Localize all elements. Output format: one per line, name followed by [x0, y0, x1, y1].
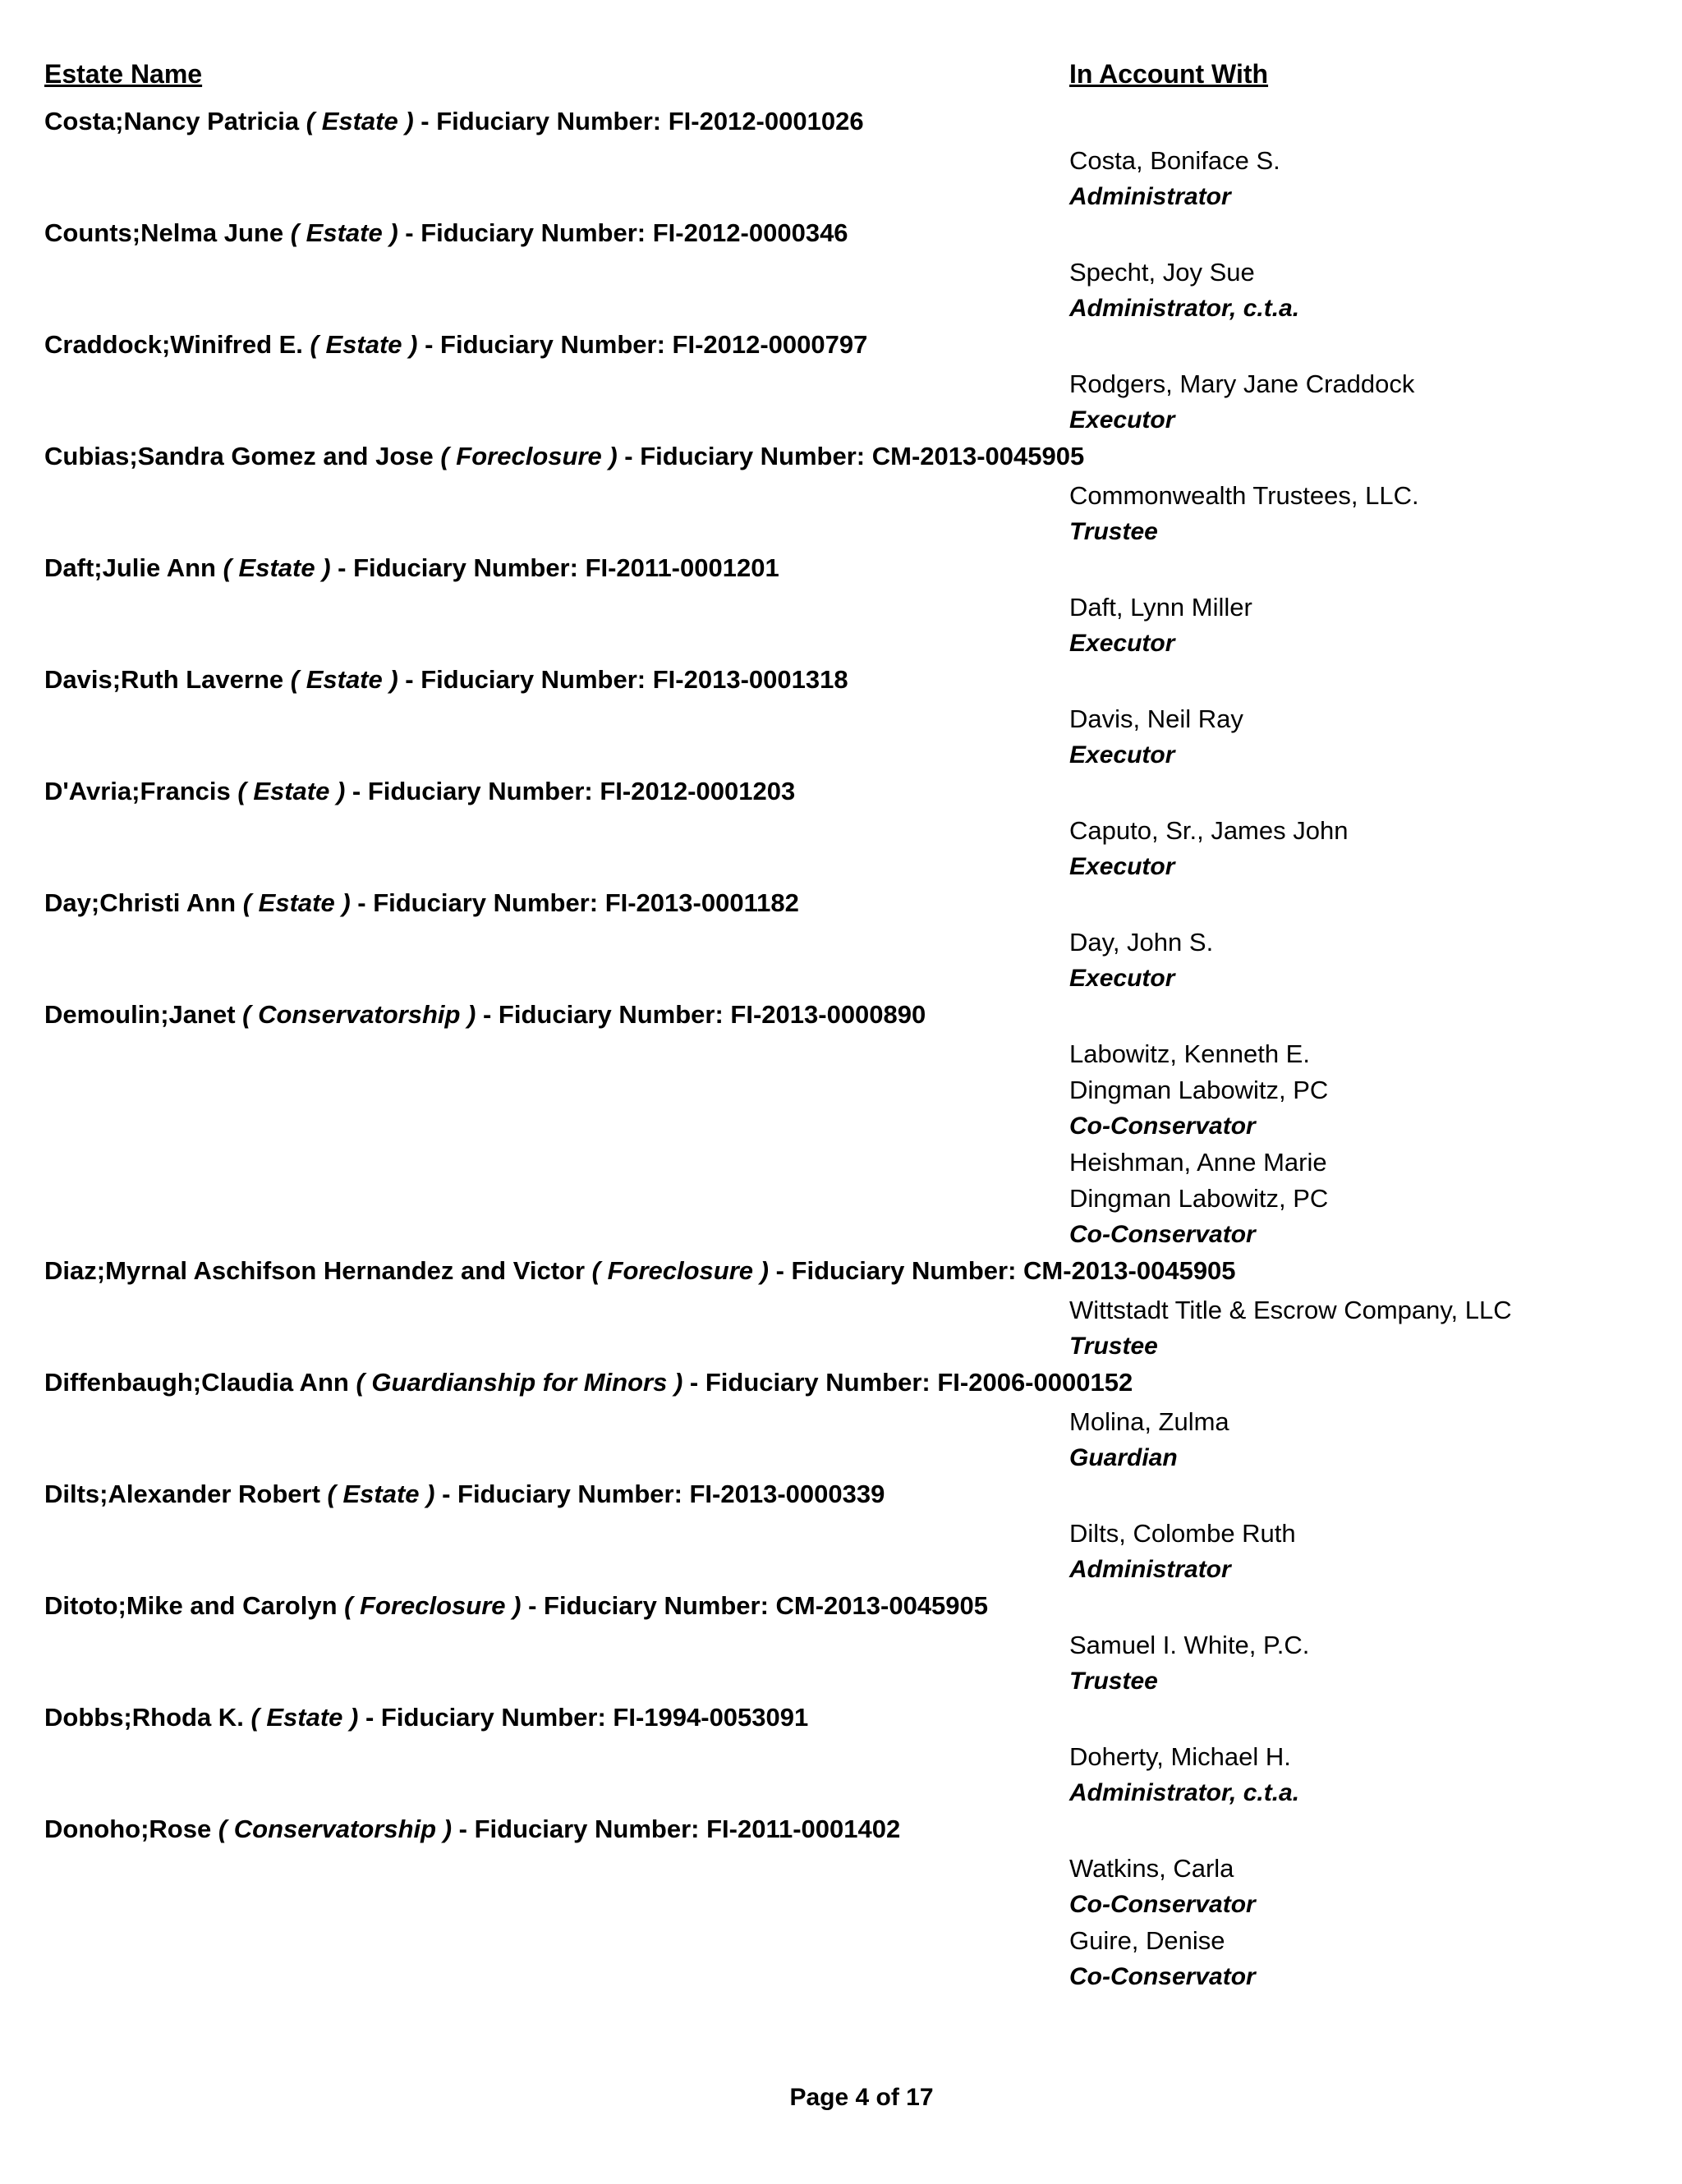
estate-entry [0, 773, 1682, 885]
fiduciary-number: FI-2006-0000152 [937, 1368, 1133, 1397]
estate-entry [0, 1700, 1682, 1811]
estate-type-close-paren: ) [334, 888, 351, 917]
estate-entry [0, 1253, 1682, 1365]
fiduciary-name: Costa, Boniface S. [1069, 146, 1280, 175]
fiduciary-role: Co-Conservator [1069, 1963, 1256, 1990]
fiduciary-list [1069, 251, 1682, 327]
estate-line [44, 1253, 1682, 1289]
estate-type: Estate [306, 218, 383, 247]
fiduciary-name: Dingman Labowitz, PC [1069, 1076, 1329, 1104]
estate-type: Estate [306, 665, 383, 694]
fiduciary-role: Guardian [1069, 1444, 1178, 1471]
estate-entry [0, 997, 1682, 1253]
fiduciary-number: CM-2013-0045905 [871, 442, 1085, 470]
estate-type-close-paren: ) [382, 218, 398, 247]
estate-line [44, 103, 1682, 140]
estate-name: Davis;Ruth Laverne [44, 665, 284, 694]
estate-entry [0, 662, 1682, 773]
fiduciary-name: Labowitz, Kenneth E. [1069, 1039, 1310, 1068]
estate-name: Donoho;Rose [44, 1815, 212, 1843]
estate-line [44, 327, 1682, 363]
fiduciary-role: Executor [1069, 853, 1175, 880]
fiduciary-number: FI-2013-0001318 [652, 665, 848, 694]
fiduciary-list [1069, 1624, 1682, 1700]
estate-name: Day;Christi Ann [44, 888, 237, 917]
estate-type-open-paren: ( [242, 1000, 259, 1029]
estate-type: Estate [253, 777, 330, 805]
fiduciary-number: FI-2013-0000339 [689, 1480, 885, 1508]
fiduciary-number-label: - Fiduciary Number: [398, 665, 653, 694]
estate-name: Craddock;Winifred E. [44, 330, 303, 359]
fiduciary-number-label: - Fiduciary Number: [476, 1000, 731, 1029]
estate-type: Estate [238, 553, 315, 582]
estate-type-close-paren: ) [667, 1368, 683, 1397]
estate-line [44, 885, 1682, 921]
fiduciary-name: Wittstadt Title & Escrow Company, LLC [1069, 1296, 1512, 1324]
fiduciary-number: FI-2013-0001182 [604, 888, 799, 917]
estate-type-open-paren: ( [250, 1703, 267, 1732]
fiduciary-number-label: - Fiduciary Number: [417, 330, 673, 359]
estate-name: Counts;Nelma June [44, 218, 284, 247]
fiduciary-number-label: - Fiduciary Number: [358, 1703, 614, 1732]
estate-name: Cubias;Sandra Gomez and Jose [44, 442, 434, 470]
page-number: Page 4 of 17 [789, 2084, 934, 2111]
estate-type-close-paren: ) [753, 1256, 769, 1285]
fiduciary-name: Rodgers, Mary Jane Craddock [1069, 369, 1415, 398]
fiduciary-list [1069, 475, 1682, 550]
estate-line [44, 438, 1682, 475]
estate-entry [0, 103, 1682, 215]
fiduciary-name: Davis, Neil Ray [1069, 704, 1243, 733]
estate-type-close-paren: ) [315, 553, 331, 582]
fiduciary-number: CM-2013-0045905 [1023, 1256, 1236, 1285]
fiduciary-number-label: - Fiduciary Number: [398, 218, 653, 247]
estate-type-open-paren: ( [591, 1256, 608, 1285]
fiduciary-role: Executor [1069, 741, 1175, 769]
estate-type: Foreclosure [607, 1256, 754, 1285]
fiduciary-number: FI-2013-0000890 [730, 1000, 926, 1029]
fiduciary-role: Executor [1069, 630, 1175, 657]
fiduciary-name: Samuel I. White, P.C. [1069, 1631, 1310, 1659]
fiduciary-role: Administrator [1069, 183, 1231, 210]
fiduciary-role: Trustee [1069, 1668, 1158, 1695]
fiduciary-role: Trustee [1069, 1333, 1158, 1360]
estate-type-close-paren: ) [329, 777, 346, 805]
estate-line [44, 1811, 1682, 1847]
estate-line [44, 662, 1682, 698]
estate-type-close-paren: ) [342, 1703, 359, 1732]
estate-type: Estate [321, 107, 398, 135]
estate-type-open-paren: ( [290, 218, 306, 247]
estate-entry [0, 1365, 1682, 1476]
estate-line [44, 1365, 1682, 1401]
estate-line [44, 997, 1682, 1033]
fiduciary-number-label: - Fiduciary Number: [452, 1815, 707, 1843]
fiduciary-role: Executor [1069, 406, 1175, 434]
fiduciary-name: Doherty, Michael H. [1069, 1742, 1291, 1771]
estate-entry [0, 885, 1682, 997]
estate-name: Dilts;Alexander Robert [44, 1480, 320, 1508]
estate-type: Foreclosure [456, 442, 602, 470]
fiduciary-number: FI-2011-0001201 [585, 553, 779, 582]
fiduciary-role: Administrator, c.t.a. [1069, 1779, 1300, 1806]
estate-list [0, 103, 1682, 1995]
estate-type-close-paren: ) [601, 442, 618, 470]
estate-entry [0, 1811, 1682, 1995]
fiduciary-name: Day, John S. [1069, 928, 1214, 957]
fiduciary-list [1069, 1847, 1682, 1995]
estate-name: Ditoto;Mike and Carolyn [44, 1591, 338, 1620]
estate-entry [0, 327, 1682, 438]
fiduciary-number: FI-1994-0053091 [613, 1703, 809, 1732]
fiduciary-role: Co-Conservator [1069, 1891, 1256, 1918]
estate-entry [0, 1476, 1682, 1588]
estate-type-open-paren: ( [327, 1480, 343, 1508]
fiduciary-number-label: - Fiduciary Number: [345, 777, 600, 805]
estate-type: Guardianship for Minors [371, 1368, 668, 1397]
estate-type-open-paren: ( [218, 1815, 234, 1843]
estate-type-open-paren: ( [237, 777, 254, 805]
fiduciary-role: Trustee [1069, 518, 1158, 545]
fiduciary-list [1069, 1401, 1682, 1476]
fiduciary-number-label: - Fiduciary Number: [617, 442, 872, 470]
estate-line [44, 1476, 1682, 1512]
estate-type: Conservatorship [233, 1815, 437, 1843]
estate-name-header: Estate Name [44, 59, 203, 89]
fiduciary-role: Administrator [1069, 1556, 1231, 1583]
estate-type-open-paren: ( [344, 1591, 361, 1620]
fiduciary-number: FI-2012-0001026 [668, 107, 864, 135]
estate-entry [0, 438, 1682, 550]
fiduciary-name: Dilts, Colombe Ruth [1069, 1519, 1296, 1548]
fiduciary-name: Molina, Zulma [1069, 1407, 1229, 1436]
estate-type-open-paren: ( [290, 665, 306, 694]
estate-type-open-paren: ( [356, 1368, 372, 1397]
fiduciary-list [1069, 698, 1682, 773]
fiduciary-number-label: - Fiduciary Number: [682, 1368, 938, 1397]
fiduciary-number-label: - Fiduciary Number: [350, 888, 605, 917]
estate-name: Demoulin;Janet [44, 1000, 236, 1029]
estate-type: Conservatorship [258, 1000, 461, 1029]
fiduciary-name: Caputo, Sr., James John [1069, 816, 1349, 845]
fiduciary-number: FI-2012-0001203 [600, 777, 796, 805]
estate-type-open-paren: ( [440, 442, 457, 470]
estate-name: Daft;Julie Ann [44, 553, 216, 582]
fiduciary-number: FI-2012-0000346 [652, 218, 848, 247]
fiduciary-list [1069, 586, 1682, 662]
estate-line [44, 1700, 1682, 1736]
fiduciary-number-label: - Fiduciary Number: [521, 1591, 776, 1620]
fiduciary-name: Commonwealth Trustees, LLC. [1069, 481, 1419, 510]
estate-type-close-paren: ) [505, 1591, 522, 1620]
estate-entry [0, 550, 1682, 662]
estate-type: Foreclosure [360, 1591, 506, 1620]
estate-type: Estate [325, 330, 402, 359]
fiduciary-role: Co-Conservator [1069, 1113, 1256, 1140]
estate-line [44, 1588, 1682, 1624]
estate-entry [0, 1588, 1682, 1700]
estate-type: Estate [258, 888, 335, 917]
fiduciary-list [1069, 1033, 1682, 1253]
estate-type-open-paren: ( [306, 107, 322, 135]
estate-type-open-paren: ( [223, 553, 239, 582]
fiduciary-number-label: - Fiduciary Number: [768, 1256, 1024, 1285]
estate-type-close-paren: ) [382, 665, 398, 694]
in-account-with-header: In Account With [1069, 59, 1269, 89]
fiduciary-role: Executor [1069, 965, 1175, 992]
estate-name: Diffenbaugh;Claudia Ann [44, 1368, 349, 1397]
fiduciary-name: Watkins, Carla [1069, 1854, 1234, 1883]
fiduciary-list [1069, 1736, 1682, 1811]
estate-type-close-paren: ) [460, 1000, 476, 1029]
estate-type-close-paren: ) [402, 330, 418, 359]
fiduciary-name: Dingman Labowitz, PC [1069, 1184, 1329, 1213]
fiduciary-number: FI-2012-0000797 [672, 330, 868, 359]
fiduciary-name: Guire, Denise [1069, 1926, 1225, 1955]
estate-type-close-paren: ) [436, 1815, 453, 1843]
estate-type-open-paren: ( [242, 888, 259, 917]
fiduciary-list [1069, 1289, 1682, 1365]
estate-line [44, 773, 1682, 810]
fiduciary-list [1069, 140, 1682, 215]
estate-entry [0, 215, 1682, 327]
fiduciary-name: Daft, Lynn Miller [1069, 593, 1252, 622]
fiduciary-name: Specht, Joy Sue [1069, 258, 1255, 287]
fiduciary-list [1069, 921, 1682, 997]
estate-name: D'Avria;Francis [44, 777, 231, 805]
fiduciary-list [1069, 1512, 1682, 1588]
fiduciary-number-label: - Fiduciary Number: [434, 1480, 690, 1508]
fiduciary-role: Co-Conservator [1069, 1221, 1256, 1248]
estate-line [44, 550, 1682, 586]
fiduciary-list [1069, 810, 1682, 885]
fiduciary-number-label: - Fiduciary Number: [330, 553, 586, 582]
fiduciary-number: FI-2011-0001402 [706, 1815, 901, 1843]
estate-line [44, 215, 1682, 251]
estate-type: Estate [266, 1703, 343, 1732]
fiduciary-role: Administrator, c.t.a. [1069, 295, 1300, 322]
estate-name: Diaz;Myrnal Aschifson Hernandez and Victor [44, 1256, 586, 1285]
estate-name: Dobbs;Rhoda K. [44, 1703, 244, 1732]
fiduciary-list [1069, 363, 1682, 438]
fiduciary-number-label: - Fiduciary Number: [413, 107, 669, 135]
fiduciary-name: Heishman, Anne Marie [1069, 1148, 1327, 1177]
estate-type-close-paren: ) [419, 1480, 435, 1508]
estate-type-close-paren: ) [398, 107, 414, 135]
estate-type-open-paren: ( [310, 330, 326, 359]
estate-type: Estate [342, 1480, 420, 1508]
fiduciary-number: CM-2013-0045905 [775, 1591, 989, 1620]
estate-name: Costa;Nancy Patricia [44, 107, 300, 135]
